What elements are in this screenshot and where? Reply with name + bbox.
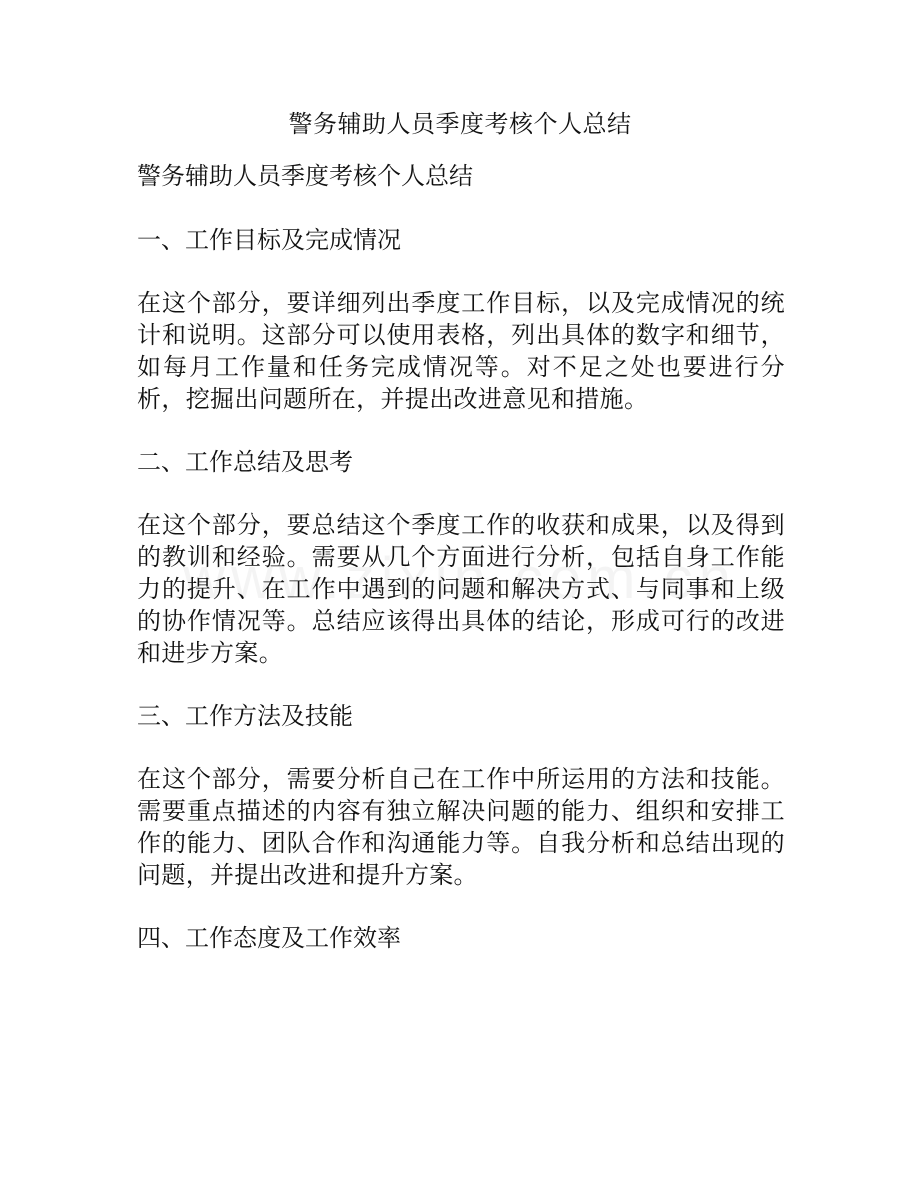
document-body xyxy=(137,160,785,985)
section-heading-4: 四、工作态度及工作效率 xyxy=(137,924,401,952)
section-paragraph-3: 在这个部分，需要分析自己在工作中所运用的方法和技能。需要重点描述的内容有独立解决问题的能力、组织和安排工作的能力、团队合作和沟通能力等。自我分析和总结出现的问题，并提出改进和提升方案。 xyxy=(137,765,785,889)
section-paragraph-1: 在这个部分，要详细列出季度工作目标，以及完成情况的统计和说明。这部分可以使用表格，列出具体的数字和细节，如每月工作量和任务完成情况等。对不足之处也要进行分析，挖掘出问题所在，并提出改进意见和措施。 xyxy=(137,289,785,413)
section-heading-2: 二、工作总结及思考 xyxy=(137,448,353,476)
section-paragraph-2: 在这个部分，要总结这个季度工作的收获和成果，以及得到的教训和经验。需要从几个方面进行分析，包括自身工作能力的提升、在工作中遇到的问题和解决方式、与同事和上级的协作情况等。总结应该得出具体的结论，形成可行的改进和进步方案。 xyxy=(137,511,785,667)
document-title: 警务辅助人员季度考核个人总结 xyxy=(288,110,632,138)
document-subtitle: 警务辅助人员季度考核个人总结 xyxy=(137,162,473,190)
section-heading-1: 一、工作目标及完成情况 xyxy=(137,226,401,254)
section-heading-3: 三、工作方法及技能 xyxy=(137,702,353,730)
